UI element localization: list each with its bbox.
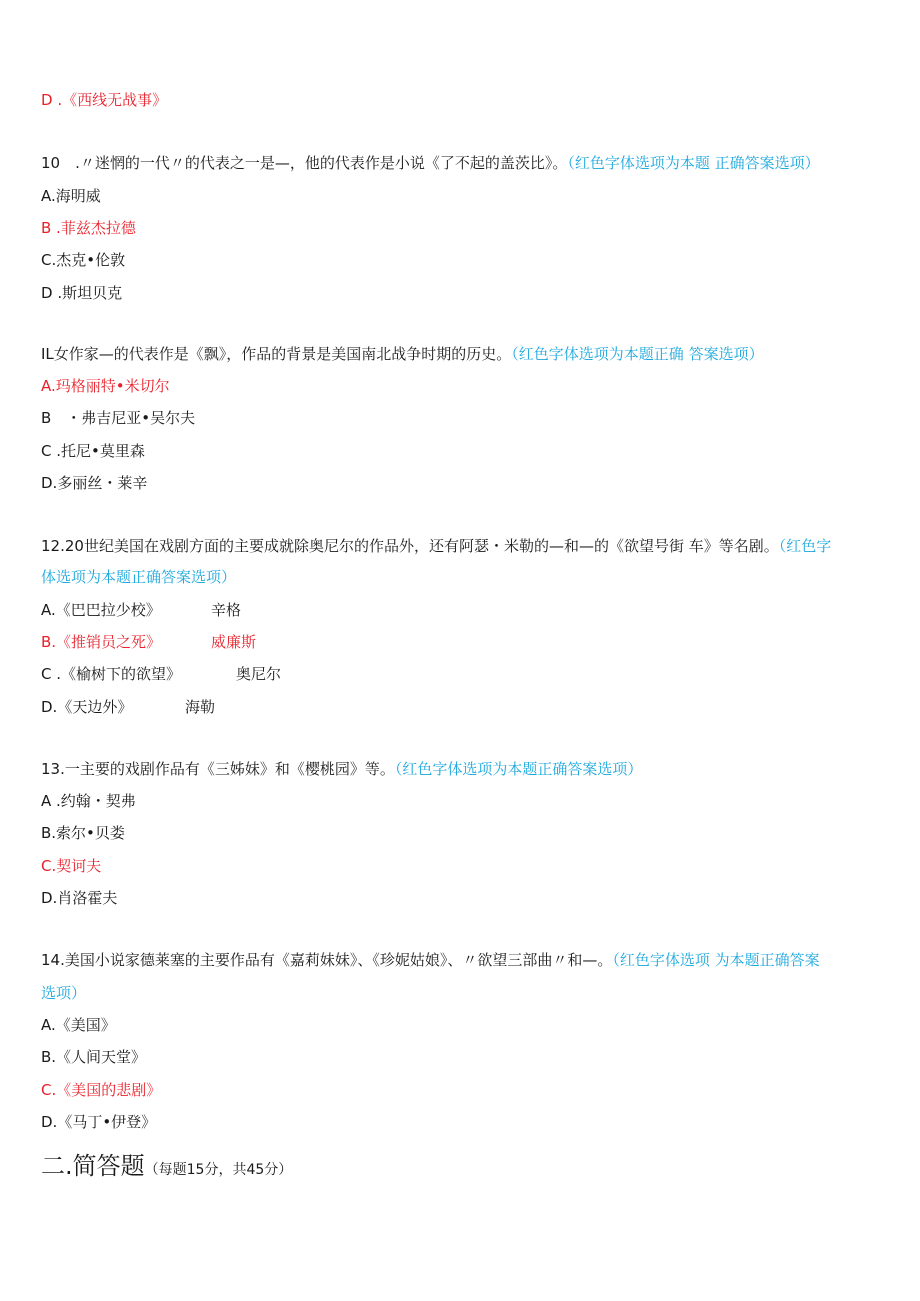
q12-option-c bbox=[41, 664, 281, 684]
q12-option-a-author: 辛格 bbox=[211, 601, 242, 619]
q13-option-d: D.肖洛霍夫 bbox=[41, 889, 118, 907]
q10-option-d: D .斯坦贝克 bbox=[41, 284, 123, 302]
section-note: （每题15分，共45分） bbox=[144, 1162, 293, 1178]
q11-hint: （红色字体选项为本题正确 答案选项） bbox=[511, 345, 764, 363]
q12-hint-part2: 体选项为本题正确答案选项） bbox=[41, 568, 237, 586]
q14-hint-part2: 选项） bbox=[41, 984, 87, 1002]
q12-option-c-author: 奥尼尔 bbox=[236, 665, 282, 683]
q11-option-b: B ・弗吉尼亚•吴尔夫 bbox=[41, 409, 196, 427]
q14-option-a: A.《美国》 bbox=[41, 1016, 116, 1034]
q13-option-a: A .约翰・契弗 bbox=[41, 792, 136, 810]
q11-option-c: C .托尼•莫里森 bbox=[41, 442, 145, 460]
q14-text: 14.美国小说家德莱塞的主要作品有《嘉莉妹妹》、《珍妮姑娘》、〃欲望三部曲〃和—。 bbox=[41, 951, 613, 969]
q12-option-a bbox=[41, 600, 241, 620]
q10-option-c: C.杰克•伦敦 bbox=[41, 251, 126, 269]
q9-option-d: D .《西线无战事》 bbox=[41, 91, 168, 109]
q12-option-d-author: 海勒 bbox=[185, 698, 216, 716]
q11-option-a: A.玛格丽特•米切尔 bbox=[41, 377, 170, 395]
q10-option-b: B .菲兹杰拉德 bbox=[41, 219, 136, 237]
q10-text: 10 .〃迷惘的一代〃的代表之一是—，他的代表作是小说《了不起的盖茨比》。 bbox=[41, 154, 568, 172]
q11-stem bbox=[41, 344, 764, 364]
section-heading bbox=[41, 1150, 292, 1182]
q14-hint-part1: （红色字体选项 为本题正确答案 bbox=[612, 951, 820, 969]
q10-hint: （红色字体选项为本题 正确答案选项） bbox=[567, 154, 820, 172]
q11-text: IL女作家—的代表作是《飘》，作品的背景是美国南北战争时期的历史。 bbox=[41, 345, 512, 363]
q12-hint-part1: （红色字 bbox=[778, 537, 832, 555]
q12-option-d bbox=[41, 697, 215, 717]
q14-option-d: D.《马丁•伊登》 bbox=[41, 1113, 157, 1131]
q13-stem bbox=[41, 759, 642, 779]
q12-option-a-title: A.《巴巴拉少校》 bbox=[41, 601, 161, 619]
q12-stem-line1 bbox=[41, 536, 831, 556]
q12-text: 12.20世纪美国在戏剧方面的主要成就除奥尼尔的作品外，还有阿瑟・米勒的—和—的《欲望号街 车》等名剧。 bbox=[41, 537, 779, 555]
q13-option-c: C.契诃夫 bbox=[41, 857, 102, 875]
q12-option-c-title: C .《榆树下的欲望》 bbox=[41, 665, 182, 683]
q12-option-b-author: 威廉斯 bbox=[211, 633, 257, 651]
q13-option-b: B.索尔•贝娄 bbox=[41, 824, 125, 842]
q12-option-d-title: D.《天边外》 bbox=[41, 698, 133, 716]
q13-hint: （红色字体选项为本题正确答案选项） bbox=[394, 760, 643, 778]
q10-stem bbox=[41, 153, 820, 173]
section-title: 二.简答题 bbox=[41, 1152, 145, 1180]
q14-option-c: C.《美国的悲剧》 bbox=[41, 1081, 162, 1099]
q12-option-b-title: B.《推销员之死》 bbox=[41, 633, 162, 651]
q14-stem-line1 bbox=[41, 950, 820, 970]
q13-text: 13.一主要的戏剧作品有《三姊妹》和《樱桃园》等。 bbox=[41, 760, 395, 778]
q11-option-d: D.多丽丝・莱辛 bbox=[41, 474, 148, 492]
q14-option-b: B.《人间天堂》 bbox=[41, 1048, 147, 1066]
q12-option-b bbox=[41, 632, 256, 652]
q10-option-a: A.海明威 bbox=[41, 187, 101, 205]
